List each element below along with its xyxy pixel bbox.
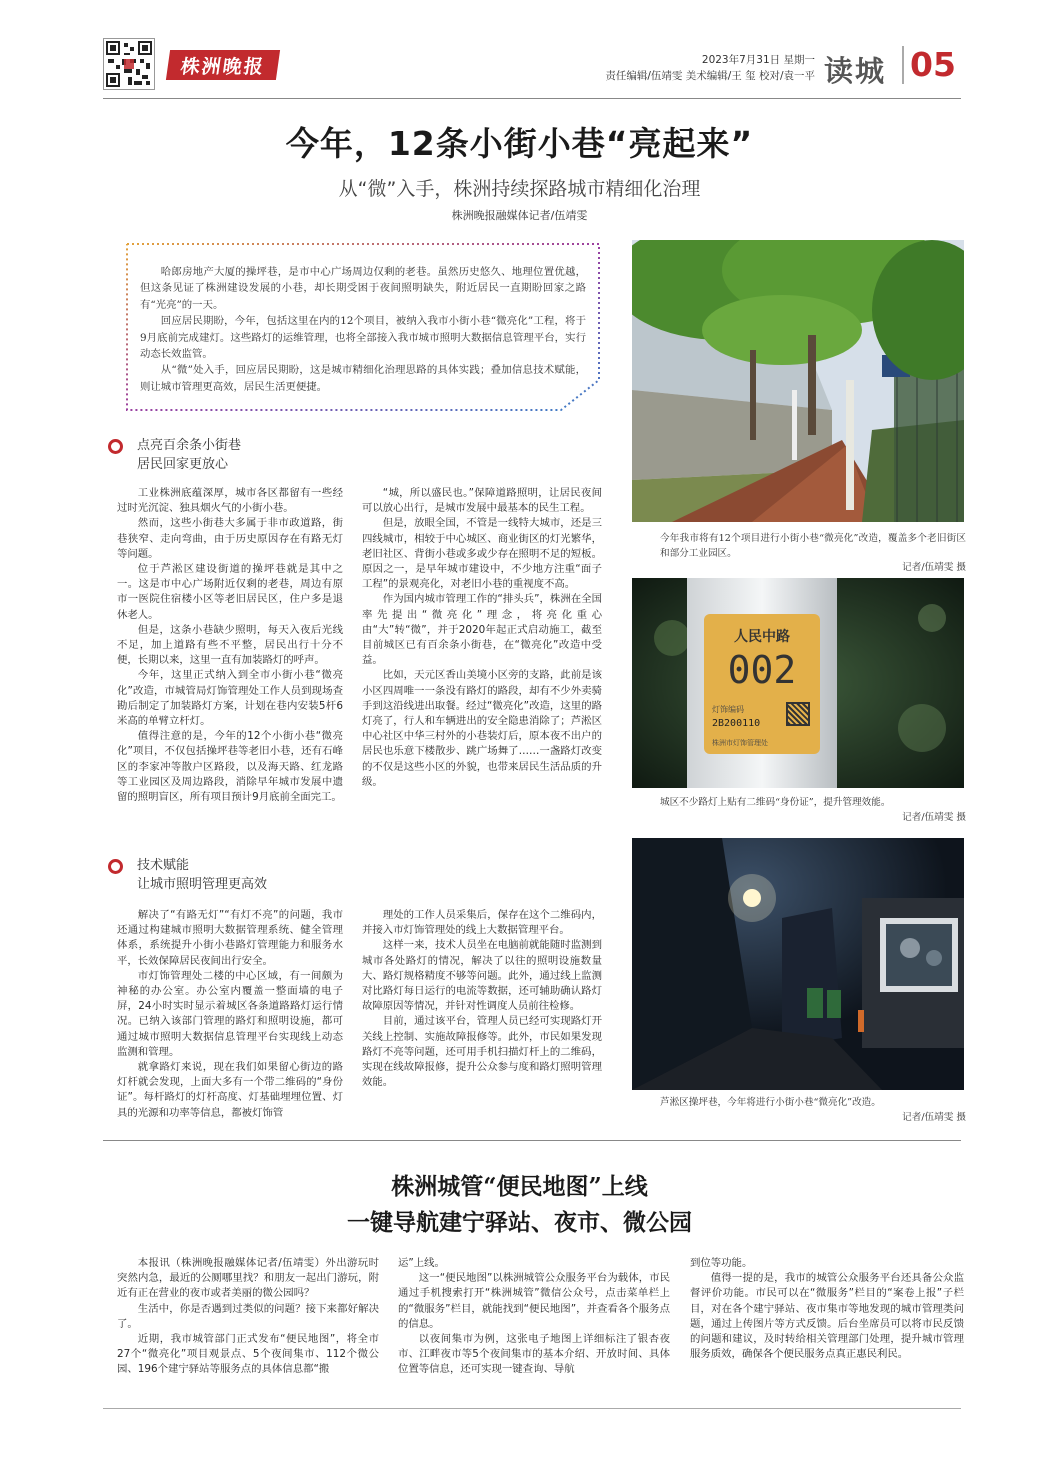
paragraph: 理处的工作人员采集后，保存在这个二维码内，并接入市灯饰管理处的线上大数据管理平台。 [362, 909, 602, 937]
intro-text [140, 264, 586, 395]
date-line: 2023年7月31日 星期一 [701, 54, 815, 66]
paragraph: 但是，这条小巷缺少照明，每天入夜后光线不足，加上道路有些不平整，居民出行十分不便，长期以来，这里一直有加装路灯的呼声。 [117, 623, 343, 667]
article2-col3 [690, 1256, 964, 1362]
intro-paragraph: 从“微”处入手，回应居民期盼，这是城市精细化治理思路的具体实践；叠加信息技术赋能，则让城市管理更高效，居民生活更便捷。 [140, 364, 586, 393]
paragraph: 解决了“有路无灯”“有灯不亮”的问题，我市还通过构建城市照明大数据管理系统、健全管理体系，系统提升小街小巷路灯管理能力和服务水平，长效保障居民夜间出行安全。 [117, 909, 343, 967]
photo1-caption-text: 今年我市将有12个项目进行小街小巷“微亮化”改造，覆盖多个老旧街区和部分工业园区。 [660, 533, 966, 559]
paragraph: 这一“便民地图”以株洲城管公众服务平台为载体，市民通过手机搜索打开“株洲城管”微信公众号，点击菜单栏上的“微服务”栏目，就能找到“便民地图”，并查看各个服务点的信息。 [398, 1272, 670, 1330]
masthead-divider [902, 46, 904, 84]
paragraph: “城，所以盛民也。”保障道路照明，让居民夜间可以放心出行，是城市发展中最基本的民生工程。 [362, 487, 602, 515]
lamp-tag-code: 2B200110 [712, 718, 761, 729]
lamp-tag-title: 人民中路 [734, 629, 790, 645]
qr-code-pattern-icon [104, 39, 154, 89]
paragraph: 今年，这里正式纳入到全市小街小巷“微亮化”改造，市城管局灯饰管理处工作人员到现场查勘后制定了加装路灯方案，计划在巷内安装5杆6米高的单臂立杆灯。 [117, 669, 343, 728]
paragraph: 以夜间集市为例，这张电子地图上详细标注了银杏夜市、江畔夜市等5个夜间集市的基本介绍、开放时间、具体位置等信息，还可实现一键查询、导航 [398, 1333, 670, 1376]
paragraph: 就拿路灯来说，现在我们如果留心街边的路灯杆就会发现，上面大多有一个带二维码的“身份证”。每杆路灯的灯杆高度、灯基础埋埋位置、灯具的光源和功率等信息，都被灯饰管 [117, 1061, 343, 1119]
page-number: 05 [910, 45, 956, 84]
photo1-caption [660, 532, 966, 576]
section2-heading-line2: 让城市照明管理更高效 [137, 877, 268, 892]
section1-col1 [117, 486, 343, 805]
section2-col1 [117, 908, 343, 1121]
article1-byline: 株洲晚报融媒体记者/伍靖雯 [451, 209, 588, 222]
photo2-caption [660, 796, 966, 825]
bottom-rule [103, 1408, 961, 1409]
section1-heading-line1: 点亮百余条小街巷 [137, 438, 242, 453]
lamp-tag-org: 株洲市灯饰管理处 [712, 739, 768, 747]
section1-heading [108, 436, 241, 474]
paragraph: 比如，天元区香山美境小区旁的支路，此前是该小区四周唯一一条没有路灯的路段，却有不少外卖骑手到这沿线进出取餐。经过“微亮化”改造，这里的路灯亮了，行人和车辆进出的安全隐患消除了；芦淞区中心社区中华三村外的小巷装灯后，原本夜不出户的居民也乐意下楼散步、跳广场舞了……一盏路灯改变的不仅是这些小区的外貌，也带来居民生活品质的升级。 [362, 669, 602, 788]
article2-col1 [117, 1256, 379, 1378]
section2-heading-line1: 技术赋能 [137, 858, 190, 873]
article1-title: 今年，12条小街小巷“亮起来” [285, 124, 754, 163]
paragraph: 生活中，你是否遇到过类似的问题？接下来都好解决了。 [117, 1302, 379, 1330]
intro-paragraph: 回应居民期盼，今年，包括这里在内的12个项目，被纳入我市小街小巷“微亮化”工程，将于9月底前完成建灯。这些路灯的运维管理，也将全部接入我市城市照明大数据信息管理平台，实行动态长效监管。 [140, 315, 586, 361]
photo-street-trees [632, 240, 964, 522]
section-name: 读城 [824, 54, 887, 88]
paragraph: 目前，通过该平台，管理人员已经可实现路灯开关线上控制、实施故障报修等。此外，市民如果发现路灯不亮等问题，还可用手机扫描灯杆上的二维码，实现在线故障报修，提升公众参与度和路灯照明管理效能。 [362, 1015, 602, 1089]
photo1-credit: 记者/伍靖雯 摄 [902, 562, 966, 573]
intro-paragraph: 哈郎房地产大厦的操坪巷，是市中心广场周边仅剩的老巷。虽然历史悠久、地理位置优越，但这条见证了株洲建设发展的小巷，却长期受困于夜间照明缺失，附近居民一直期盼回家之路有“光亮”的一天。 [140, 266, 586, 311]
editors-line: 责任编辑/伍靖雯 美术编辑/王 玺 校对/袁一平 [605, 70, 815, 82]
photo3-caption-text: 芦淞区操坪巷，今年将进行小街小巷“微亮化”改造。 [660, 1097, 881, 1108]
paragraph: 然而，这些小街巷大多属于非市政道路，街巷狭窄、走向弯曲，由于历史原因存在有路无灯等问题。 [117, 517, 343, 560]
paragraph: 值得注意的是，今年的12个小街小巷“微亮化”项目，不仅包括操坪巷等老旧小巷，还有石峰区的李家冲等散户区路段，以及海天路、红龙路等工业园区及周边路段，消除早年城市发展中遗留的照明盲区，所有项目预计9月底前全面完工。 [117, 730, 343, 804]
paper-logo-text: 株洲晚报 [179, 55, 267, 78]
article2-title-line2: 一键导航建宁驿站、夜市、微公园 [347, 1209, 692, 1236]
paragraph: 但是，放眼全国，不管是一线特大城市，还是三四线城市，相较于中心城区、商业街区的灯光繁华，老旧社区、背街小巷或多或少存在照明不足的短板。原因之一，是早年城市建设中，不少地方注重“面子工程”的景观亮化，对老旧小巷的重视度不高。 [362, 517, 602, 591]
article2-col2 [398, 1256, 670, 1378]
photo3-credit: 记者/伍靖雯 摄 [902, 1111, 966, 1123]
section1-col2 [362, 486, 602, 790]
qr-code [103, 38, 155, 90]
paper-logo [166, 50, 280, 80]
ring-bullet-icon [108, 859, 123, 874]
paragraph: 本报讯（株洲晚报融媒体记者/伍靖雯）外出游玩时突然内急，最近的公厕哪里找？和朋友一起出门游玩，附近有正在营业的夜市或者美丽的微公园吗？ [117, 1257, 379, 1300]
street-trees-illustration [632, 240, 964, 522]
photo2-caption-text: 城区不少路灯上贴有二维码“身份证”，提升管理效能。 [660, 797, 891, 808]
paragraph: 工业株洲底蕴深厚，城市各区都留有一些经过时光沉淀、独具烟火气的小街小巷。 [117, 487, 343, 515]
masthead-rule [103, 98, 961, 99]
photo-night-alley [632, 838, 964, 1090]
paragraph: 这样一来，技术人员坐在电脑前就能随时监测到城市各处路灯的情况，解决了以往的照明设施数量大、路灯规格精度不够等问题。此外，通过线上监测对比路灯每日运行的电流等数据，还可辅助确认路灯故障原因等情况，并针对性调度人员前往检修。 [362, 939, 602, 1013]
lamp-tag-serial-label: 灯饰编码 [712, 705, 744, 714]
paragraph: 运”上线。 [398, 1257, 445, 1269]
photo2-credit: 记者/伍靖雯 摄 [902, 811, 966, 823]
paragraph: 位于芦淞区建设街道的操坪巷就是其中之一。这是市中心广场附近仅剩的老巷，周边有原市一医院住宿楼小区等老旧居民区，住户多是退休老人。 [117, 563, 343, 621]
photo3-caption [660, 1096, 966, 1125]
paragraph: 值得一提的是，我市的城管公众服务平台还具备公众监督评价功能。市民可以在“微服务”栏目的“案卷上报”子栏目，对在各个建宁驿站、夜市集市等地发现的城市管理类问题，通过上传图片等方式反馈。后台坐席员可以将市民反馈的问题和建议，及时转给相关管理部门处理，提升城市管理服务质效，确保各个便民服务点真正惠民利民。 [690, 1272, 964, 1361]
night-alley-illustration [632, 838, 964, 1090]
article1-subtitle: 从“微”入手，株洲持续探路城市精细化治理 [338, 178, 701, 200]
lamp-tag-number: 002 [727, 648, 797, 692]
paragraph: 到位等功能。 [690, 1257, 753, 1269]
lamp-tag-qr-icon [786, 702, 810, 726]
article-divider [103, 1140, 961, 1141]
section1-heading-line2: 居民回家更放心 [137, 457, 229, 472]
section2-heading [108, 856, 267, 894]
ring-bullet-icon [108, 439, 123, 454]
article2-title-line1: 株洲城管“便民地图”上线 [391, 1173, 648, 1200]
paragraph: 近期，我市城管部门正式发布“便民地图”，将全市27个“微亮化”项目观景点、5个夜间集市、112个微公园、196个建宁驿站等服务点的具体信息都“搬 [117, 1333, 379, 1376]
paragraph: 作为国内城市管理工作的“排头兵”，株洲在全国率先提出“微亮化”理念，将亮化重心由“大”转“微”，并于2020年起正式启动施工，截至目前城区已有百余条小街巷，在“微亮化”改造中受益。 [362, 593, 602, 667]
paragraph: 市灯饰管理处二楼的中心区域，有一间颇为神秘的办公室。办公室内覆盖一整面墙的电子屏，24小时实时显示着城区各条道路路灯运行情况。已纳入该部门管理的路灯和照明设施，都可通过城市照明大数据信息管理平台实现线上动态监测和管理。 [117, 969, 343, 1058]
section2-col2 [362, 908, 602, 1090]
